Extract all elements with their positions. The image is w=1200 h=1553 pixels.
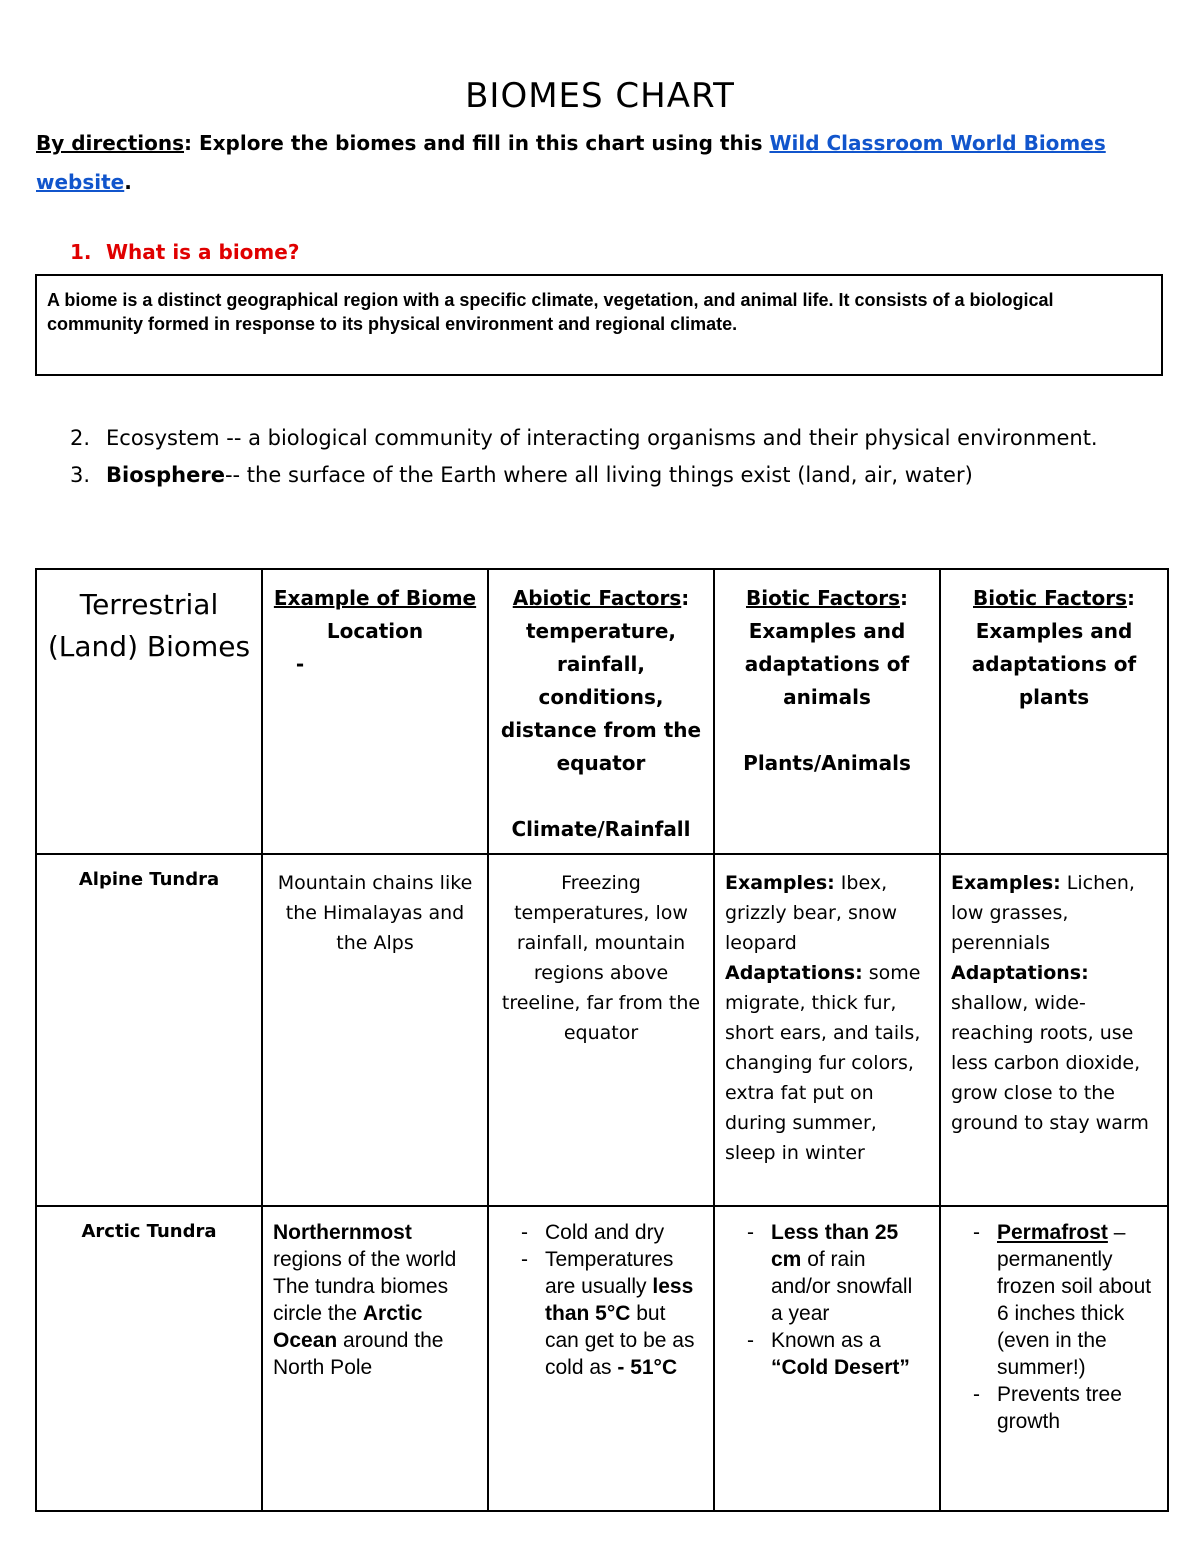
alpine-animals[interactable]: Examples: Ibex, grizzly bear, snow leopard Adaptations: some migrate, thick fur, short ears, and tails, changing fur colors, extra fat put on during summer, sleep in winter <box>714 854 940 1206</box>
alpine-plants[interactable]: Examples: Lichen, low grasses, perennials Adaptations: shallow, wide-reaching roots, use less carbon dioxide, grow close to the ground to stay warm <box>940 854 1168 1206</box>
directions-paragraph <box>36 124 1156 202</box>
list-item: - Permafrost – permanently frozen soil about 6 inches thick (even in the summer!) <box>951 1219 1157 1381</box>
header-biotic-plants: Biotic Factors: Examples and adaptations of plants <box>940 569 1168 854</box>
list-item: - Known as a “Cold Desert” <box>725 1327 929 1381</box>
list-item: - Prevents tree growth <box>951 1381 1157 1435</box>
directions-text: : Explore the biomes and fill in this chart using this <box>184 131 770 155</box>
header-biotic-animals: Biotic Factors: Examples and adaptations of animals Plants/Animals <box>714 569 940 854</box>
arctic-abiotic[interactable] <box>488 1206 714 1511</box>
definitions-list <box>70 420 1170 494</box>
header-terrestrial-biomes: Terrestrial (Land) Biomes <box>36 569 262 854</box>
question-1-number: 1. <box>70 240 92 264</box>
alpine-abiotic[interactable]: Freezing temperatures, low rainfall, mountain regions above treeline, far from the equator <box>488 854 714 1206</box>
biomes-table <box>35 568 1169 1512</box>
header-example-location: Example of Biome Location - <box>262 569 488 854</box>
alpine-tundra-name: Alpine Tundra <box>36 854 262 1206</box>
definition-biosphere: 3. Biosphere-- the surface of the Earth where all living things exist (land, air, water) <box>70 463 973 487</box>
question-1 <box>70 240 299 264</box>
alpine-location[interactable]: Mountain chains like the Himalayas and the Alps <box>262 854 488 1206</box>
list-item: - Temperatures are usually less than 5°C but can get to be as cold as - 51°C <box>499 1246 703 1381</box>
biomes-website-link[interactable]: Wild Classroom World Biomes website <box>36 131 1106 194</box>
table-row-arctic-tundra <box>36 1206 1168 1511</box>
biome-answer-box[interactable]: A biome is a distinct geographical region with a specific climate, vegetation, and animal life. It consists of a biological community formed in response to its physical environment and regional climate. <box>35 274 1163 376</box>
table-header-row <box>36 569 1168 854</box>
arctic-animals[interactable] <box>714 1206 940 1511</box>
page-title: BIOMES CHART <box>465 76 735 116</box>
directions-label: By directions <box>36 131 184 155</box>
definition-ecosystem: 2. Ecosystem -- a biological community of interacting organisms and their physical environment. <box>70 426 1098 450</box>
list-item: - Cold and dry <box>499 1219 703 1246</box>
arctic-tundra-name: Arctic Tundra <box>36 1206 262 1511</box>
header-abiotic-factors: Abiotic Factors: temperature, rainfall, conditions, distance from the equator Climate/Rainfall <box>488 569 714 854</box>
arctic-location[interactable]: Northernmost regions of the world The tundra biomes circle the Arctic Ocean around the North Pole <box>262 1206 488 1511</box>
directions-end: . <box>124 170 132 194</box>
arctic-plants[interactable] <box>940 1206 1168 1511</box>
list-item: - Less than 25 cm of rain and/or snowfall a year <box>725 1219 929 1327</box>
question-1-text: What is a biome? <box>106 240 300 264</box>
table-row-alpine-tundra <box>36 854 1168 1206</box>
